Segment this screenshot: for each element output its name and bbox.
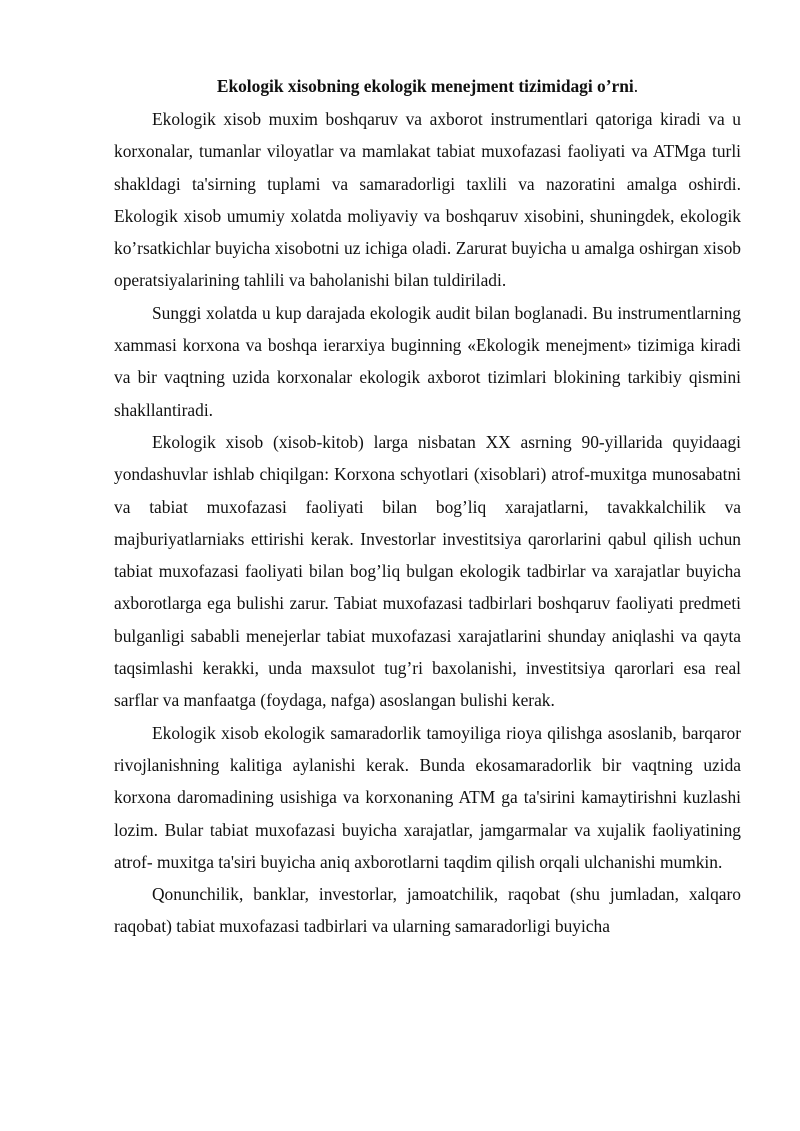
document-title-dot: . (633, 76, 639, 96)
paragraph-1: Ekologik xisob muxim boshqaruv va axborot instrumentlari qatoriga kiradi va u korxonalar, tumanlar viloyatlar va mamlakat tabiat muxofazasi faoliyati va ATMga turli shakldagi ta'sirning tuplami va samaradorligi taxlili va nazoratini amalga oshirdi. Ekologik xisob umumiy xolatda moliyaviy va boshqaruv xisobini, shuningdek, ekologik ko’rsatkichlar buyicha xisobotni uz ichiga oladi. Zarurat buyicha u amalga oshirgan xisob operatsiyalarining tahlili va baholanishi bilan tuldiriladi. (114, 109, 741, 291)
document-title (114, 72, 741, 100)
paragraph-4: Ekologik xisob ekologik samaradorlik tamoyiliga rioya qilishga asoslanib, barqaror rivojlanishning kalitiga aylanishi kerak. Bunda ekosamaradorlik bir vaqtning uzida korxona daromadining usishiga va korxonaning ATM ga ta'sirini kamaytirishni kuzlashi lozim. Bular tabiat muxofazasi buyicha xarajatlar, jamgarmalar va xujalik faoliyatining atrof- muxitga ta'siri buyicha aniq axborotlarni taqdim qilish orqali ulchanishi mumkin. (114, 722, 741, 872)
document-page (114, 72, 741, 943)
document-title-text: Ekologik xisobning ekologik menejment tizimidagi o’rni (216, 76, 634, 96)
paragraph-3: Ekologik xisob (xisob-kitob) larga nisbatan XX asrning 90-yillarida quyidaagi yondashuvlar ishlab chiqilgan: Korxona schyotlari (xisoblari) atrof-muxitga munosabatni va tabiat muxofazasi faoliyati bilan bog’liq xarajatlarni, tavakkalchilik va majburiyatlarniaks ettirishi kerak. Investorlar investitsiya qarorlarini qabul qilish uchun tabiat muxofazasi faoliyati bilan bog’liq bulgan ekologik tadbirlar va xarajatlar buyicha axborotlarga ega bulishi zarur. Tabiat muxofazasi tadbirlari boshqaruv faoliyati predmeti bulganligi sababli menejerlar tabiat muxofazasi xarajatlarini shunday aniqlashi va qayta taqsimlashi kerakki, unda maxsulot tug’ri baxolanishi, investitsiya qarorlari esa real sarflar va manfaatga (foydaga, nafga) asoslangan bulishi kerak. (114, 431, 741, 711)
paragraph-5: Qonunchilik, banklar, investorlar, jamoatchilik, raqobat (shu jumladan, xalqaro raqobat) tabiat muxofazasi tadbirlari va ularning samaradorligi buyicha (114, 884, 741, 937)
paragraph-2: Sunggi xolatda u kup darajada ekologik audit bilan boglanadi. Bu instrumentlarning xammasi korxona va boshqa ierarxiya buginning «Ekologik menejment» tizimiga kiradi va bir vaqtning uzida korxonalar ekologik axborot tizimlari blokining tarkibiy qismini shakllantiradi. (114, 302, 741, 420)
